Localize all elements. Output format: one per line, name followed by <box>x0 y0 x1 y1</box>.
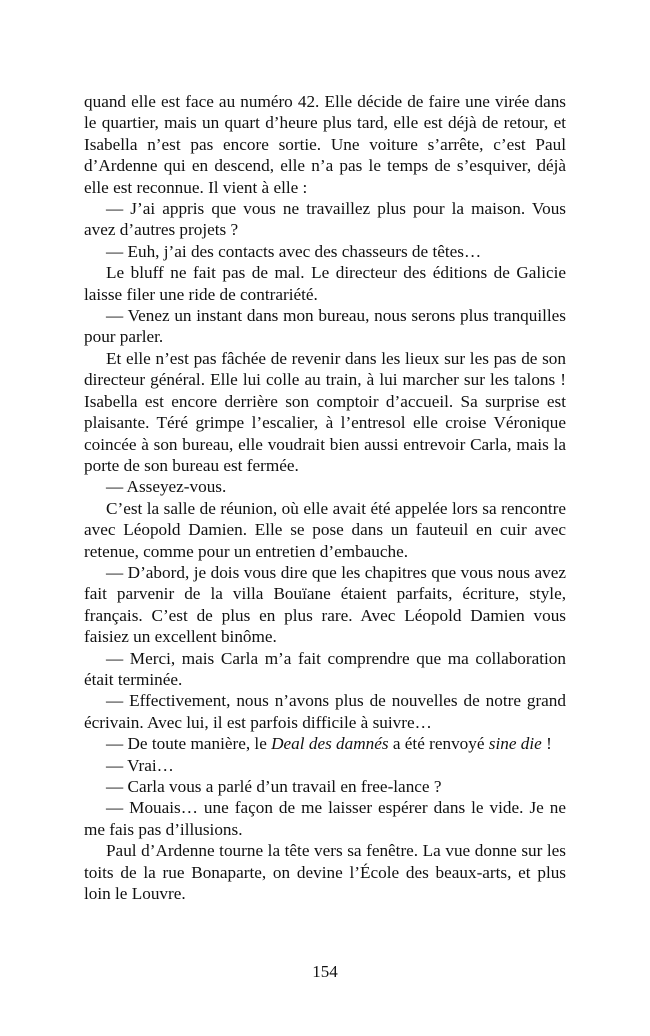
text-run: — J’ai appris que vous ne travaillez plus pour la maison. Vous avez d’autres projets ? <box>84 199 566 240</box>
paragraph <box>84 690 566 733</box>
paragraph <box>84 776 566 797</box>
text-run: — Asseyez-vous. <box>106 477 227 497</box>
page-number: 154 <box>312 962 338 981</box>
paragraph <box>84 755 566 776</box>
paragraph <box>84 648 566 691</box>
text-run: — Vrai… <box>106 755 174 775</box>
paragraph <box>84 840 566 904</box>
paragraph <box>84 348 566 476</box>
text-run: — Carla vous a parlé d’un travail en free-lance ? <box>106 777 442 796</box>
paragraph <box>84 476 566 497</box>
text-run: C’est la salle de réunion, où elle avait été appelée lors sa rencontre avec Léopold Damien. Elle se pose dans un fauteuil en cuir avec retenue, comme pour un entretien d’embauche. <box>84 498 566 561</box>
paragraph <box>84 498 566 562</box>
text-flow <box>84 91 566 904</box>
paragraph <box>84 241 566 262</box>
text-run: — Mouais… une façon de me laisser espérer dans le vide. Je ne me fais pas d’illusions. <box>84 798 566 839</box>
text-run: — Effectivement, nous n’avons plus de nouvelles de notre grand écrivain. Avec lui, il est parfois difficile à suivre… <box>84 691 566 732</box>
paragraph <box>84 91 566 198</box>
text-run: ! <box>541 734 552 754</box>
paragraph <box>84 733 566 754</box>
text-run: quand elle est face au numéro 42. Elle décide de faire une virée dans le quartier, mais un quart d’heure plus tard, elle est déjà de retour, et Isabella n’est pas encore sortie. Une voiture s’arrête, c’est Paul d’Ardenne qui en descend, elle n’a pas le temps de s’esquiver, déjà elle est reconnue. Il vient à elle : <box>84 92 566 197</box>
text-run: a été renvoyé <box>388 734 489 754</box>
paragraph <box>84 262 566 305</box>
text-run: Et elle n’est pas fâchée de revenir dans les lieux sur les pas de son directeur général. Elle lui colle au train, à lui marcher sur les talons ! Isabella est encore derrière son comptoir d’accueil. Sa surprise est plaisante. Téré grimpe l’escalier, à l’entresol elle croise Véronique coincée à son bureau, elle voudrait bien aussi entrevoir Carla, mais la porte de son bureau est fermée. <box>84 348 566 475</box>
paragraph <box>84 198 566 241</box>
text-run: — Euh, j’ai des contacts avec des chasseurs de têtes… <box>106 241 482 261</box>
paragraph <box>84 562 566 648</box>
text-run: Le bluff ne fait pas de mal. Le directeur des éditions de Galicie laisse filer une ride de contrariété. <box>84 263 566 304</box>
page-body <box>84 91 566 904</box>
text-run: — Merci, mais Carla m’a fait comprendre que ma collaboration était terminée. <box>84 648 566 689</box>
text-run: — De toute manière, le <box>106 734 272 754</box>
paragraph <box>84 797 566 840</box>
italic-text: sine die <box>488 734 542 754</box>
paragraph <box>84 305 566 348</box>
text-run: — D’abord, je dois vous dire que les chapitres que vous nous avez fait parvenir de la villa Bouïane étaient parfaits, écriture, style, français. C’est de plus en plus rare. Avec Léopold Damien vous faisiez un excellent binôme. <box>84 562 566 647</box>
text-run: — Venez un instant dans mon bureau, nous serons plus tranquilles pour parler. <box>84 306 566 347</box>
text-run: Paul d’Ardenne tourne la tête vers sa fenêtre. La vue donne sur les toits de la rue Bonaparte, on devine l’École des beaux-arts, et plus loin le Louvre. <box>84 841 566 904</box>
italic-text: Deal des damnés <box>271 734 389 754</box>
